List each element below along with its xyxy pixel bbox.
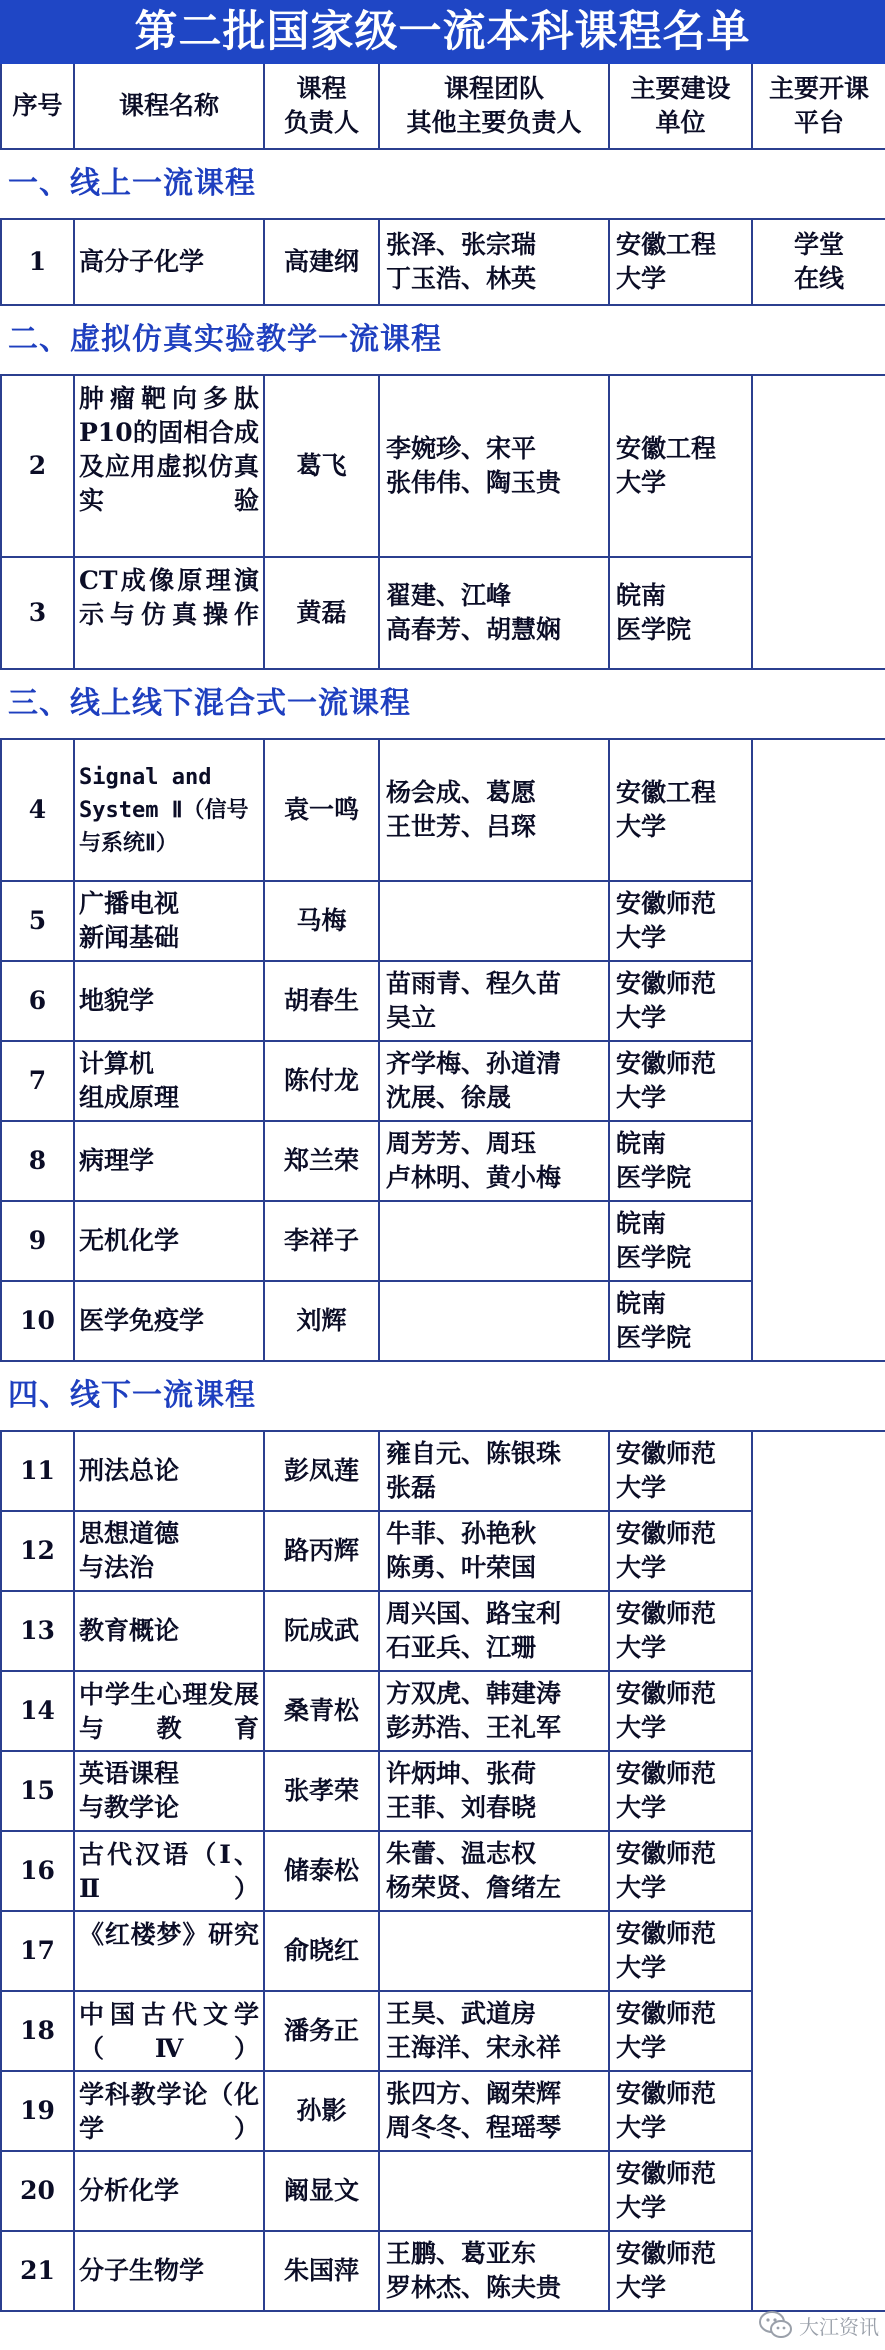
course-platform [751,1432,885,2312]
course-name: 《红楼梦》研究 [73,1912,263,1992]
course-lead: 袁一鸣 [263,740,378,882]
course-unit: 安徽师范 大学 [608,1832,751,1912]
course-name: 中国古代文学（Ⅳ） [73,1992,263,2072]
course-unit: 安徽师范 大学 [608,2072,751,2152]
course-unit: 安徽工程 大学 [608,376,751,558]
course-name: 病理学 [73,1122,263,1202]
row-number: 20 [0,2152,73,2232]
row-number: 14 [0,1672,73,1752]
course-name: 思想道德 与法治 [73,1512,263,1592]
course-lead: 葛飞 [263,376,378,558]
row-number: 5 [0,882,73,962]
course-lead: 彭凤莲 [263,1432,378,1512]
course-table [0,64,885,2312]
course-lead: 阮成武 [263,1592,378,1672]
course-unit: 安徽师范 大学 [608,1672,751,1752]
course-name: 古代汉语（Ⅰ、Ⅱ） [73,1832,263,1912]
course-lead: 路丙辉 [263,1512,378,1592]
course-name: 广播电视 新闻基础 [73,882,263,962]
course-name: 地貌学 [73,962,263,1042]
page-title: 第二批国家级一流本科课程名单 [0,0,885,64]
course-lead: 高建纲 [263,220,378,306]
course-team: 王鹏、葛亚东 罗林杰、陈夫贵 [378,2232,608,2312]
course-lead: 陈付龙 [263,1042,378,1122]
wechat-icon [759,2310,793,2340]
row-number: 16 [0,1832,73,1912]
course-name: 分子生物学 [73,2232,263,2312]
course-unit: 安徽师范 大学 [608,2232,751,2312]
header-unit: 主要建设 单位 [608,64,751,150]
course-unit: 安徽师范 大学 [608,1592,751,1672]
row-number: 4 [0,740,73,882]
course-lead: 马梅 [263,882,378,962]
course-team: 张四方、阚荣辉 周冬冬、程瑶琴 [378,2072,608,2152]
course-lead: 孙影 [263,2072,378,2152]
row-number: 9 [0,1202,73,1282]
row-number: 2 [0,376,73,558]
course-unit: 安徽师范 大学 [608,1512,751,1592]
course-lead: 俞晓红 [263,1912,378,1992]
header-lead: 课程 负责人 [263,64,378,150]
course-name: 刑法总论 [73,1432,263,1512]
course-team: 苗雨青、程久苗 吴立 [378,962,608,1042]
section-heading: 三、线上线下混合式一流课程 [0,670,885,740]
course-team: 王昊、武道房 王海洋、宋永祥 [378,1992,608,2072]
header-platform: 主要开课 平台 [751,64,885,150]
course-name: CT成像原理演示与仿真操作 [73,558,263,670]
course-team [378,2152,608,2232]
course-platform [751,376,885,670]
course-unit: 皖南 医学院 [608,1282,751,1362]
course-name: 分析化学 [73,2152,263,2232]
course-lead: 黄磊 [263,558,378,670]
row-number: 11 [0,1432,73,1512]
course-team: 方双虎、韩建涛 彭苏浩、王礼军 [378,1672,608,1752]
course-team: 杨会成、葛愿 王世芳、吕琛 [378,740,608,882]
course-name: 英语课程 与教学论 [73,1752,263,1832]
course-name: 中学生心理发展与教育 [73,1672,263,1752]
course-name: 无机化学 [73,1202,263,1282]
course-team: 周兴国、路宝利 石亚兵、江珊 [378,1592,608,1672]
course-team: 许炳坤、张荷 王菲、刘春晓 [378,1752,608,1832]
row-number: 7 [0,1042,73,1122]
course-lead: 储泰松 [263,1832,378,1912]
course-unit: 皖南 医学院 [608,558,751,670]
section-heading: 二、虚拟仿真实验教学一流课程 [0,306,885,376]
watermark [759,2310,879,2340]
row-number: 15 [0,1752,73,1832]
course-lead: 潘务正 [263,1992,378,2072]
section-heading: 一、线上一流课程 [0,150,885,220]
course-team: 翟建、江峰 高春芳、胡慧娴 [378,558,608,670]
watermark-text: 大江资讯 [799,2314,879,2339]
course-name: 肿瘤靶向多肽P10的固相合成及应用虚拟仿真实验 [73,376,263,558]
course-unit: 安徽师范 大学 [608,962,751,1042]
header-no: 序号 [0,64,73,150]
course-name: 医学免疫学 [73,1282,263,1362]
course-unit: 皖南 医学院 [608,1202,751,1282]
course-unit: 安徽师范 大学 [608,1432,751,1512]
course-lead: 朱国萍 [263,2232,378,2312]
row-number: 17 [0,1912,73,1992]
course-team [378,882,608,962]
row-number: 19 [0,2072,73,2152]
course-team: 李婉珍、宋平 张伟伟、陶玉贵 [378,376,608,558]
row-number: 13 [0,1592,73,1672]
course-lead: 张孝荣 [263,1752,378,1832]
row-number: 6 [0,962,73,1042]
course-unit: 安徽师范 大学 [608,2152,751,2232]
row-number: 1 [0,220,73,306]
course-unit: 安徽师范 大学 [608,882,751,962]
course-team [378,1202,608,1282]
course-lead: 李祥子 [263,1202,378,1282]
course-lead: 阚显文 [263,2152,378,2232]
course-team: 张泽、张宗瑞 丁玉浩、林英 [378,220,608,306]
course-unit: 安徽师范 大学 [608,1992,751,2072]
course-team: 牛菲、孙艳秋 陈勇、叶荣国 [378,1512,608,1592]
course-name: 计算机 组成原理 [73,1042,263,1122]
row-number: 21 [0,2232,73,2312]
row-number: 12 [0,1512,73,1592]
course-team [378,1282,608,1362]
course-unit: 安徽工程 大学 [608,740,751,882]
course-platform [751,740,885,1362]
course-team: 周芳芳、周珏 卢林明、黄小梅 [378,1122,608,1202]
course-unit: 安徽师范 大学 [608,1042,751,1122]
course-unit: 安徽师范 大学 [608,1752,751,1832]
row-number: 8 [0,1122,73,1202]
course-team: 朱蕾、温志权 杨荣贤、詹绪左 [378,1832,608,1912]
course-platform: 学堂 在线 [751,220,885,306]
row-number: 10 [0,1282,73,1362]
course-lead: 郑兰荣 [263,1122,378,1202]
course-team: 雍自元、陈银珠 张磊 [378,1432,608,1512]
course-unit: 皖南 医学院 [608,1122,751,1202]
course-name: 教育概论 [73,1592,263,1672]
course-team: 齐学梅、孙道清 沈展、徐晟 [378,1042,608,1122]
header-course-name: 课程名称 [73,64,263,150]
row-number: 3 [0,558,73,670]
course-name: 高分子化学 [73,220,263,306]
section-heading: 四、线下一流课程 [0,1362,885,1432]
course-name: Signal and System Ⅱ（信号与系统Ⅱ） [73,740,263,882]
course-team [378,1912,608,1992]
header-team: 课程团队 其他主要负责人 [378,64,608,150]
course-lead: 刘辉 [263,1282,378,1362]
course-lead: 桑青松 [263,1672,378,1752]
course-unit: 安徽工程 大学 [608,220,751,306]
row-number: 18 [0,1992,73,2072]
course-unit: 安徽师范 大学 [608,1912,751,1992]
course-name: 学科教学论（化学） [73,2072,263,2152]
course-lead: 胡春生 [263,962,378,1042]
